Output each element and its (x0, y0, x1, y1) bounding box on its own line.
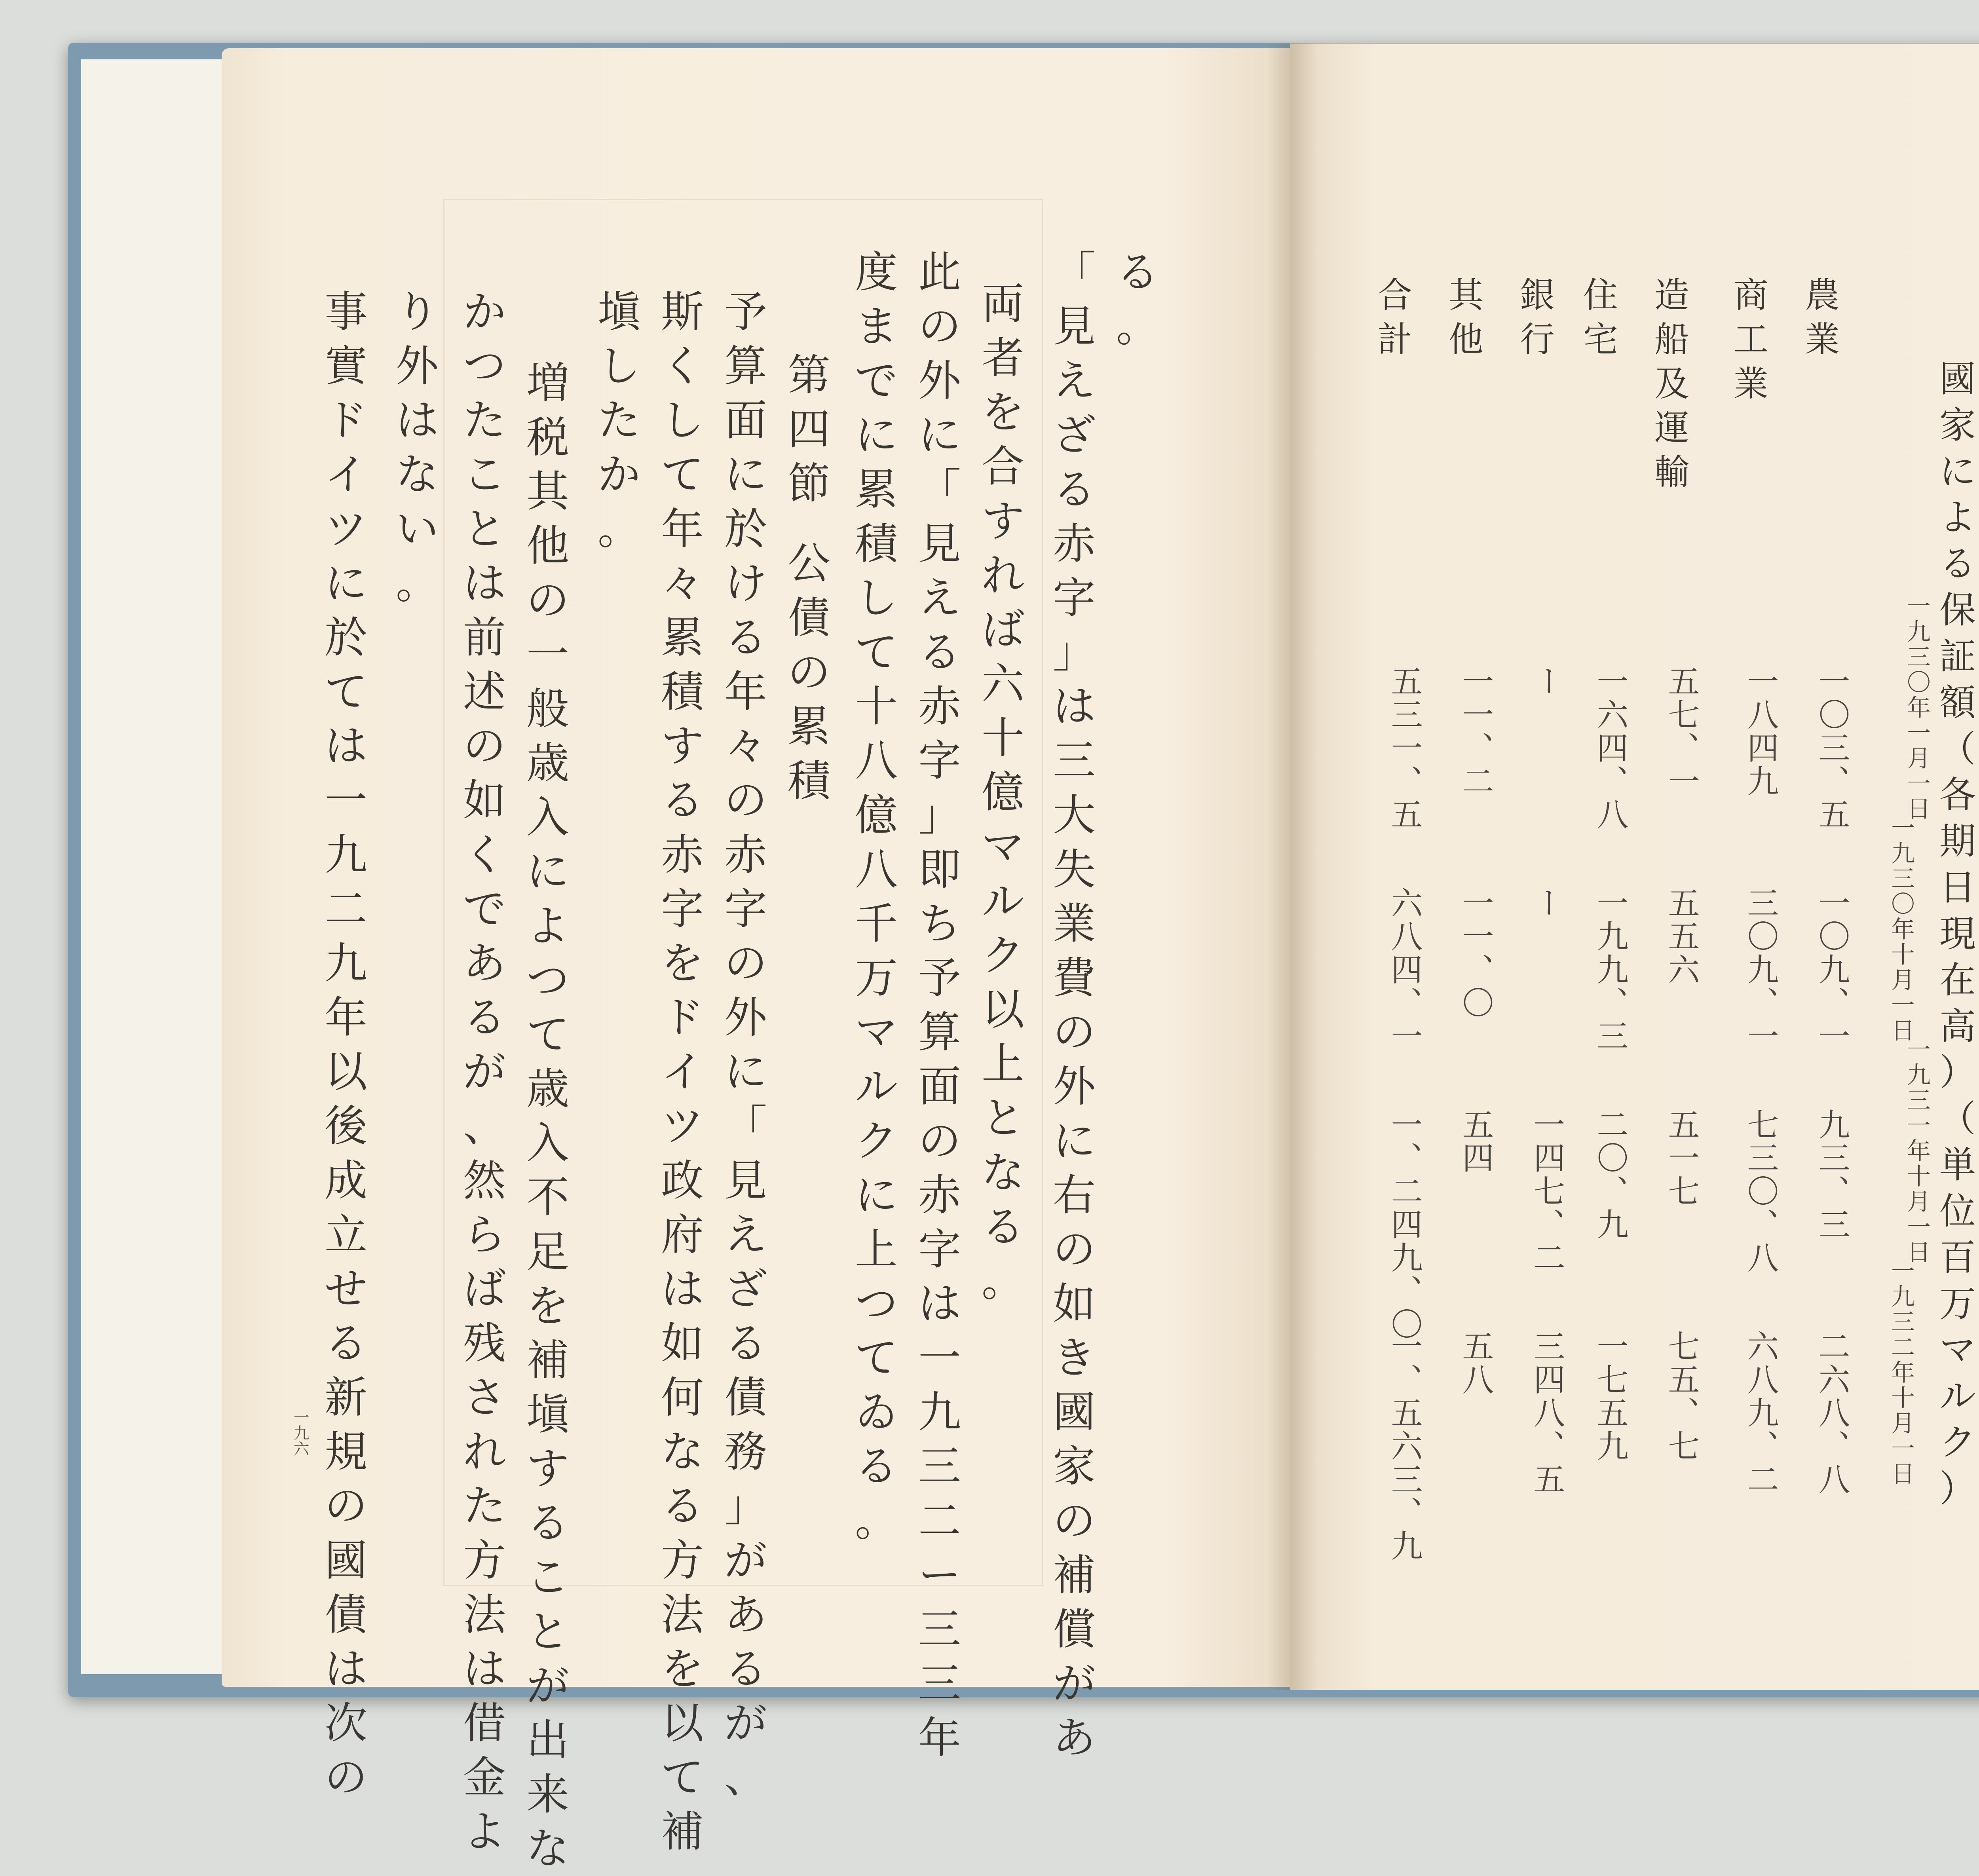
table-heading: 國 家 に よ る 保 証 額 （ 各 期 日 現 在 高 ） （ 単 位 百 万 マ ル ク ） (1939, 358, 1976, 1510)
row-label: 造 船 及 運 輸 (1654, 275, 1690, 492)
table-cell: 一一、二 (1457, 665, 1494, 798)
text-column: 両 者 を 合 す れ ば 六 十 億 マ ル ク 以 上 と な る 。 (982, 279, 1025, 1306)
table-cell: 一〇九、一 (1813, 887, 1850, 1053)
table-cell: 二〇、九 (1592, 1108, 1628, 1241)
table-cell: 七三〇、八 (1742, 1108, 1779, 1274)
row-label: 銀 行 (1520, 275, 1555, 360)
text-column: 増 税 其 他 の 一 般 歳 入 に よ つ て 歳 入 不 足 を 補 塡 す る こ と が 出 来 な (526, 359, 570, 1874)
table-cell: 七五、七 (1663, 1330, 1700, 1463)
text-column: 此 の 外 に 「 見 え る 赤 字 」 即 ち 予 算 面 の 赤 字 は 一 九 三 二 ー 三 三 年 (918, 248, 961, 1763)
table-cell: 五七、一 (1663, 665, 1700, 798)
table-cell: 一、二四九、〇 (1386, 1108, 1423, 1341)
table-cell: 六八九、二 (1742, 1330, 1779, 1496)
table-cell: 五五六 (1663, 887, 1700, 986)
text-column: り 外 は な い 。 (396, 287, 439, 608)
table-cell: 五三一、五 (1386, 665, 1423, 831)
date-header: 一九三〇年十月一日 (1887, 815, 1915, 1043)
table-cell: 二六八、八 (1813, 1330, 1850, 1496)
text-column: 度 ま で に 累 積 し て 十 八 億 八 千 万 マ ル ク に 上 つ て ゐ る 。 (855, 248, 898, 1546)
table-cell: 五一七 (1663, 1108, 1700, 1208)
row-label: 合 計 (1377, 275, 1413, 360)
date-header: 一九三〇年一月一日 (1903, 594, 1931, 822)
row-label: 農 業 (1805, 275, 1840, 360)
text-column: 「 見 え ざ る 赤 字 」 は 三 大 失 業 費 の 外 に 右 の 如 き 國 家 の 補 償 が あ (1053, 248, 1096, 1763)
text-column: 塡 し た か 。 (598, 287, 641, 554)
text-column: か つ た こ と は 前 述 の 如 く で あ る が 、 然 ら ば 残 さ れ た 方 法 は 借 金 よ (463, 287, 506, 1857)
text-column: 予 算 面 に 於 け る 年 々 の 赤 字 の 外 に 「 見 え ざ る 債 務 」 が あ る が 、 (724, 287, 767, 1803)
text-column: 事 實 ド イ ツ に 於 て は 一 九 二 九 年 以 後 成 立 せ る 新 規 の 國 債 は 次 の (325, 287, 368, 1803)
table-cell: 一九九、三 (1592, 887, 1628, 1053)
table-cell: 三〇九、一 (1742, 887, 1779, 1053)
text-column: る 。 (1116, 248, 1159, 352)
table-cell: 一〇三、五 (1813, 665, 1850, 831)
row-label: 住 宅 (1583, 275, 1618, 360)
text-column: 斯 く し て 年 々 累 積 す る 赤 字 を ド イ ツ 政 府 は 如 何 な る 方 法 を 以 て 補 (661, 287, 704, 1857)
left-folio: 一九六 (291, 1409, 309, 1456)
table-cell: ー (1528, 665, 1565, 698)
table-cell: 三四八、五 (1528, 1330, 1565, 1496)
table-cell: 五八 (1457, 1330, 1494, 1396)
table-cell: 一一、〇 (1457, 887, 1494, 1020)
date-header: 一九三一年十月一日 (1903, 1037, 1931, 1265)
gutter-shadow (1267, 44, 1318, 1690)
table-cell: 五四 (1457, 1108, 1494, 1175)
table-cell: 一、五六三、九 (1386, 1330, 1423, 1563)
date-header: 一九三二年十月一日 (1887, 1259, 1915, 1487)
text-column: 第 四 節 公 債 の 累 積 (788, 351, 831, 806)
table-cell: 一四七、二 (1528, 1108, 1565, 1274)
table-cell: 一八四九 (1742, 665, 1779, 798)
table-cell: 六八四、一 (1386, 887, 1423, 1053)
row-label: 其 他 (1449, 275, 1484, 360)
table-cell: 九三、三 (1813, 1108, 1850, 1241)
row-label: 商 工 業 (1734, 275, 1769, 404)
table-cell: 一七五九 (1592, 1330, 1628, 1463)
table-cell: 一六四、八 (1592, 665, 1628, 831)
table-cell: ー (1528, 887, 1565, 920)
